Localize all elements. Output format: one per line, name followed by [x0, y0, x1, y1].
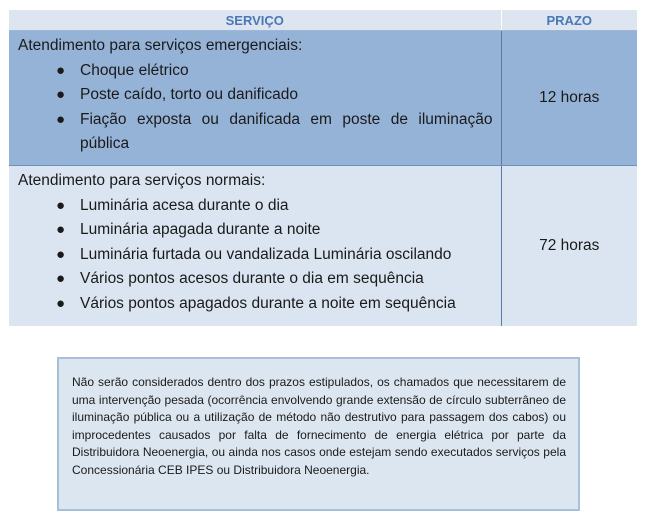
- bullet-icon: ●: [56, 221, 66, 238]
- bullet-icon: ●: [56, 294, 66, 312]
- list-item-text: Fiação exposta ou danificada em poste de iluminação pública: [80, 110, 493, 152]
- list-item: [18, 243, 493, 268]
- bullet-icon: ●: [56, 245, 66, 263]
- bullet-icon: ●: [56, 86, 66, 103]
- list-item: [18, 292, 493, 317]
- list-item: [18, 218, 493, 243]
- list-item-text: Luminária furtada ou vandalizada Luminária oscilando: [80, 245, 452, 263]
- normal-services-list: [18, 194, 493, 317]
- deadline-exceptions-note: Não serão considerados dentro dos prazos estipulados, os chamados que necessitarem de uma intervenção pesada (ocorrência envolvendo grande extensão de círculo subterrâneo de iluminação pública ou a utilização de método não destrutivo para passagem dos cabos) ou improcedentes causados por falta de fornecimento de energia elétrica por parte da Distribuidora Neoenergia, ou ainda nos casos onde estejam sendo executados serviços pela Concessionária CEB IPES ou Distribuidora Neoenergia.: [57, 357, 580, 511]
- table-header-row: [9, 10, 637, 31]
- normal-services-cell: [9, 166, 501, 327]
- bullet-icon: ●: [56, 196, 66, 214]
- list-item: [18, 83, 493, 108]
- emergency-deadline-cell: 12 horas: [501, 31, 637, 166]
- bullet-icon: ●: [56, 270, 66, 287]
- header-deadline: PRAZO: [501, 10, 637, 31]
- list-item: [18, 59, 493, 84]
- list-item-text: Luminária acesa durante o dia: [80, 196, 289, 214]
- list-item: [18, 267, 493, 292]
- bullet-icon: ●: [56, 110, 66, 128]
- list-item: [18, 194, 493, 219]
- service-deadline-table: [9, 10, 637, 326]
- emergency-services-list: [18, 59, 493, 157]
- header-service: SERVIÇO: [9, 10, 501, 31]
- emergency-services-row: [9, 31, 637, 166]
- bullet-icon: ●: [56, 61, 66, 79]
- emergency-services-cell: [9, 31, 501, 166]
- list-item-text: Vários pontos acesos durante o dia em sequência: [80, 270, 424, 287]
- emergency-services-intro: Atendimento para serviços emergenciais:: [18, 37, 303, 54]
- normal-deadline-cell: 72 horas: [501, 166, 637, 327]
- list-item-text: Vários pontos apagados durante a noite em sequência: [80, 294, 456, 312]
- list-item-text: Luminária apagada durante a noite: [80, 221, 321, 238]
- list-item-text: Poste caído, torto ou danificado: [80, 86, 299, 103]
- list-item-text: Choque elétrico: [80, 61, 189, 79]
- normal-services-intro: Atendimento para serviços normais:: [18, 172, 266, 189]
- normal-services-row: [9, 166, 637, 327]
- list-item: [18, 108, 493, 157]
